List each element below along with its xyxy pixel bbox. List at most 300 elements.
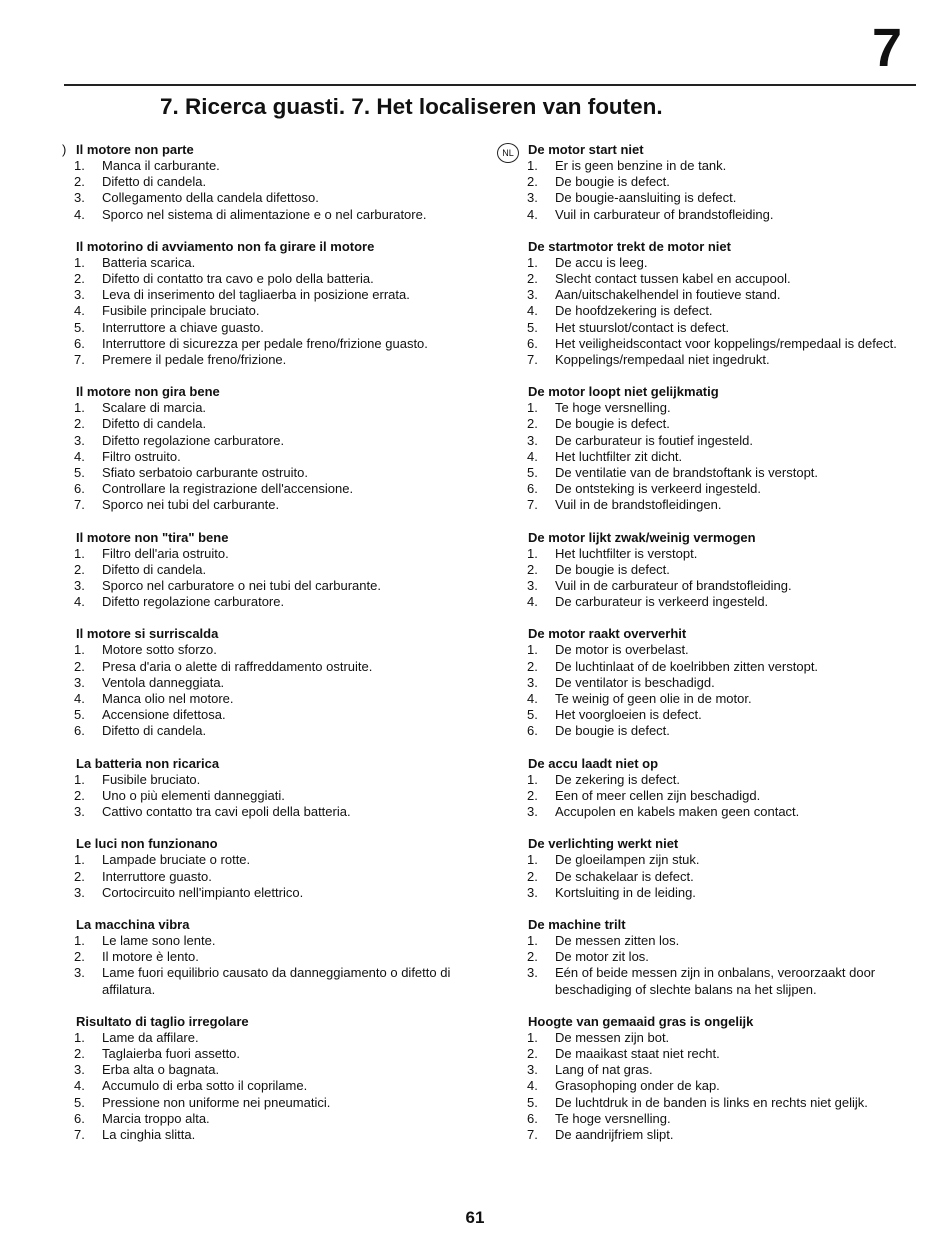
item-number: 4. — [527, 448, 538, 464]
list-item — [62, 772, 482, 788]
troubleshooting-section — [62, 239, 482, 368]
troubleshooting-section — [497, 530, 927, 611]
list-item — [497, 255, 927, 271]
cause-list — [497, 852, 927, 901]
troubleshooting-section — [497, 626, 927, 739]
item-text: Difetto di candela. — [102, 561, 207, 577]
list-item — [62, 965, 482, 997]
list-item — [497, 642, 927, 658]
section-title-text: De motor start niet — [528, 142, 644, 157]
item-text: Batteria scarica. — [102, 254, 196, 270]
list-item — [62, 207, 482, 223]
item-number: 2. — [74, 658, 85, 674]
item-number: 3. — [527, 1062, 538, 1078]
item-text: Interruttore di sicurezza per pedale freno/frizione guasto. — [102, 335, 428, 351]
list-item — [497, 1030, 927, 1046]
item-number: 6. — [527, 481, 538, 497]
list-item — [497, 869, 927, 885]
cause-list — [497, 400, 927, 513]
section-gap — [62, 901, 482, 917]
list-item — [497, 707, 927, 723]
list-item — [62, 320, 482, 336]
section-title — [62, 917, 482, 933]
troubleshooting-section — [497, 917, 927, 998]
cause-list — [497, 642, 927, 739]
item-number: 2. — [527, 868, 538, 884]
header-rule — [64, 84, 916, 86]
item-text: Erba alta o bagnata. — [102, 1062, 220, 1078]
section-gap — [62, 740, 482, 756]
list-item — [62, 562, 482, 578]
item-text: Het veiligheidscontact voor koppelings/rempedaal is defect. — [555, 335, 897, 351]
item-text: Leva di inserimento del tagliaerba in posizione errata. — [102, 287, 410, 303]
section-gap — [497, 514, 927, 530]
item-number: 4. — [527, 691, 538, 707]
item-text: Pressione non uniforme nei pneumatici. — [102, 1094, 331, 1110]
section-title-text: Hoogte van gemaaid gras is ongelijk — [528, 1013, 754, 1029]
cause-list — [62, 642, 482, 739]
cause-list — [497, 772, 927, 821]
item-text: Slecht contact tussen kabel en accupool. — [555, 271, 791, 287]
item-number: 7. — [527, 497, 538, 513]
item-text: Een of meer cellen zijn beschadigd. — [555, 787, 761, 803]
item-number: 1. — [74, 932, 85, 948]
troubleshooting-section — [497, 756, 927, 821]
item-text: Koppelings/rempedaal niet ingedrukt. — [555, 352, 770, 368]
item-text: Premere il pedale freno/frizione. — [102, 352, 287, 368]
section-title — [62, 239, 482, 255]
item-number: 7. — [74, 352, 85, 368]
list-item — [497, 481, 927, 497]
list-item — [497, 723, 927, 739]
troubleshooting-section — [62, 142, 482, 223]
list-item — [497, 562, 927, 578]
item-text: Le lame sono lente. — [102, 932, 216, 948]
item-number: 5. — [74, 319, 85, 335]
item-text: Motore sotto sforzo. — [102, 642, 217, 658]
item-text: Filtro dell'aria ostruito. — [102, 545, 229, 561]
section-gap — [497, 610, 927, 626]
section-title-text: Il motore non "tira" bene — [76, 529, 229, 545]
section-gap — [62, 514, 482, 530]
item-number: 3. — [527, 287, 538, 303]
item-text: Sporco nel sistema di alimentazione e o nel carburatore. — [102, 206, 427, 222]
item-number: 2. — [527, 1045, 538, 1061]
item-number: 4. — [74, 448, 85, 464]
item-text: Vuil in carburateur of brandstofleiding. — [555, 206, 774, 222]
list-item — [62, 594, 482, 610]
list-item — [497, 303, 927, 319]
item-number: 3. — [74, 578, 85, 594]
item-text: Scalare di marcia. — [102, 400, 207, 416]
item-text: Accupolen en kabels maken geen contact. — [555, 804, 800, 820]
item-text: Collegamento della candela difettoso. — [102, 190, 319, 206]
troubleshooting-section — [62, 384, 482, 513]
item-text: Sporco nel carburatore o nei tubi del carburante. — [102, 578, 381, 594]
item-text: Grasophoping onder de kap. — [555, 1078, 720, 1094]
item-text: De bougie is defect. — [555, 174, 670, 190]
list-item — [62, 578, 482, 594]
troubleshooting-section — [62, 1014, 482, 1143]
section-title — [62, 756, 482, 772]
item-number: 2. — [74, 271, 85, 287]
list-item — [497, 1095, 927, 1111]
list-item — [62, 691, 482, 707]
list-item — [62, 416, 482, 432]
cause-list — [62, 255, 482, 368]
section-title-text: La macchina vibra — [76, 916, 190, 932]
list-item — [497, 1062, 927, 1078]
cause-list — [62, 772, 482, 821]
troubleshooting-section — [62, 917, 482, 998]
item-text: De aandrijfriem slipt. — [555, 1126, 674, 1142]
section-title-text: Il motore non gira bene — [76, 384, 220, 400]
item-text: Te hoge versnelling. — [555, 400, 671, 416]
item-text: Difetto di candela. — [102, 416, 207, 432]
section-title-text: Il motorino di avviamento non fa girare il motore — [76, 238, 375, 254]
item-text: Accumulo di erba sotto il coprilame. — [102, 1078, 308, 1094]
section-gap — [497, 998, 927, 1014]
section-title — [497, 756, 927, 772]
section-title — [62, 1014, 482, 1030]
item-text: De maaikast staat niet recht. — [555, 1045, 720, 1061]
item-text: De carburateur is foutief ingesteld. — [555, 432, 753, 448]
cause-list — [62, 933, 482, 998]
item-text: Ventola danneggiata. — [102, 674, 225, 690]
section-title-text: La batteria non ricarica — [76, 755, 220, 771]
item-number: 5. — [74, 465, 85, 481]
section-title-text: De startmotor trekt de motor niet — [528, 238, 731, 254]
item-number: 1. — [527, 545, 538, 561]
list-item — [497, 933, 927, 949]
section-title-text: De accu laadt niet op — [528, 755, 659, 771]
section-title — [497, 142, 927, 158]
item-text: De bougie is defect. — [555, 416, 670, 432]
item-text: De ventilatie van de brandstoftank is verstopt. — [555, 465, 819, 481]
list-item — [497, 271, 927, 287]
section-title — [497, 384, 927, 400]
item-number: 6. — [74, 723, 85, 739]
list-item — [497, 804, 927, 820]
item-text: De bougie is defect. — [555, 561, 670, 577]
item-number: 2. — [527, 658, 538, 674]
item-text: De luchtinlaat of de koelribben zitten verstopt. — [555, 658, 819, 674]
item-number: 2. — [74, 949, 85, 965]
list-item — [497, 965, 927, 997]
item-number: 7. — [527, 1126, 538, 1142]
item-number: 6. — [527, 1110, 538, 1126]
list-item — [497, 352, 927, 368]
section-gap — [62, 610, 482, 626]
list-item — [62, 190, 482, 206]
item-text: Het stuurslot/contact is defect. — [555, 319, 730, 335]
item-text: Il motore è lento. — [102, 949, 199, 965]
item-number: 3. — [74, 1062, 85, 1078]
item-number: 1. — [527, 852, 538, 868]
list-item — [497, 158, 927, 174]
item-text: Interruttore guasto. — [102, 868, 212, 884]
item-text: De ontsteking is verkeerd ingesteld. — [555, 481, 761, 497]
item-text: Er is geen benzine in de tank. — [555, 158, 727, 173]
section-title — [62, 836, 482, 852]
list-item — [497, 1111, 927, 1127]
cause-list — [62, 546, 482, 611]
section-gap — [62, 368, 482, 384]
item-text: Cortocircuito nell'impianto elettrico. — [102, 884, 304, 900]
list-item — [497, 949, 927, 965]
item-number: 5. — [527, 1094, 538, 1110]
list-item — [497, 772, 927, 788]
list-item — [497, 788, 927, 804]
item-text: Controllare la registrazione dell'accensione. — [102, 481, 354, 497]
item-number: 1. — [74, 1029, 85, 1045]
troubleshooting-section — [62, 836, 482, 901]
item-number: 3. — [74, 432, 85, 448]
item-text: Uno o più elementi danneggiati. — [102, 787, 285, 803]
list-item — [62, 804, 482, 820]
list-item — [497, 675, 927, 691]
list-item — [497, 287, 927, 303]
item-number: 1. — [74, 771, 85, 787]
list-item — [62, 158, 482, 174]
section-title — [497, 917, 927, 933]
list-item — [497, 433, 927, 449]
item-number: 3. — [527, 884, 538, 900]
item-number: 2. — [527, 416, 538, 432]
item-number: 1. — [74, 852, 85, 868]
list-item — [62, 949, 482, 965]
item-number: 6. — [527, 335, 538, 351]
item-number: 4. — [74, 1078, 85, 1094]
list-item — [62, 400, 482, 416]
item-number: 1. — [527, 400, 538, 416]
list-item — [62, 1095, 482, 1111]
item-number: 4. — [74, 594, 85, 610]
item-number: 5. — [527, 319, 538, 335]
cause-list — [62, 852, 482, 901]
section-title — [62, 384, 482, 400]
section-title — [62, 626, 482, 642]
item-text: Het luchtfilter is verstopt. — [555, 545, 698, 561]
cause-list — [497, 546, 927, 611]
list-item — [62, 255, 482, 271]
item-text: De carburateur is verkeerd ingesteld. — [555, 594, 769, 610]
cause-list — [62, 1030, 482, 1143]
item-text: Sfiato serbatoio carburante ostruito. — [102, 465, 308, 481]
list-item — [62, 465, 482, 481]
troubleshooting-section — [62, 530, 482, 611]
item-text: Te hoge versnelling. — [555, 1110, 671, 1126]
item-number: 4. — [74, 206, 85, 222]
item-number: 3. — [74, 674, 85, 690]
item-text: Manca olio nel motore. — [102, 691, 234, 707]
list-item — [62, 933, 482, 949]
item-text: Difetto regolazione carburatore. — [102, 432, 285, 448]
list-item — [497, 885, 927, 901]
item-text: Het voorgloeien is defect. — [555, 707, 702, 723]
section-gap — [497, 740, 927, 756]
list-item — [62, 1030, 482, 1046]
item-text: Filtro ostruito. — [102, 448, 181, 464]
list-item — [62, 497, 482, 513]
list-item — [62, 885, 482, 901]
list-item — [62, 271, 482, 287]
item-text: Lame fuori equilibrio causato da danneggiamento o difetto di affilatura. — [102, 965, 451, 997]
item-number: 7. — [527, 352, 538, 368]
item-text: Accensione difettosa. — [102, 707, 226, 723]
item-text: De motor is overbelast. — [555, 642, 689, 658]
list-item — [62, 433, 482, 449]
cause-list — [62, 400, 482, 513]
item-text: De luchtdruk in de banden is links en rechts niet gelijk. — [555, 1094, 868, 1110]
list-item — [497, 190, 927, 206]
item-text: De schakelaar is defect. — [555, 868, 694, 884]
list-item — [497, 336, 927, 352]
list-item — [497, 174, 927, 190]
item-text: De ventilator is beschadigd. — [555, 674, 715, 690]
item-number: 5. — [74, 707, 85, 723]
list-item — [497, 320, 927, 336]
list-item — [62, 869, 482, 885]
troubleshooting-section — [497, 384, 927, 513]
list-item — [62, 707, 482, 723]
section-gap — [497, 368, 927, 384]
list-item — [62, 174, 482, 190]
section-title-text: Le luci non funzionano — [76, 836, 218, 852]
item-number: 3. — [527, 578, 538, 594]
item-number: 3. — [527, 965, 538, 981]
page-title: 7. Ricerca guasti. 7. Het localiseren van fouten. — [160, 94, 663, 119]
troubleshooting-section — [497, 239, 927, 368]
item-number: 2. — [74, 787, 85, 803]
list-item — [497, 1078, 927, 1094]
section-title-text: De motor raakt oververhit — [528, 626, 687, 642]
list-item — [497, 546, 927, 562]
item-number: 2. — [527, 174, 538, 190]
item-text: Manca il carburante. — [102, 158, 220, 173]
item-number: 2. — [74, 561, 85, 577]
list-item — [497, 400, 927, 416]
section-title — [497, 626, 927, 642]
list-item — [62, 1111, 482, 1127]
troubleshooting-section — [62, 756, 482, 821]
item-number: 2. — [527, 949, 538, 965]
list-item — [62, 723, 482, 739]
cause-list — [497, 1030, 927, 1143]
item-number: 4. — [527, 206, 538, 222]
list-item — [497, 449, 927, 465]
item-number: 7. — [74, 1126, 85, 1142]
item-number: 6. — [74, 335, 85, 351]
item-number: 1. — [527, 254, 538, 270]
language-badge-nl: NL — [497, 143, 519, 163]
item-text: De zekering is defect. — [555, 771, 681, 787]
list-item — [62, 303, 482, 319]
section-title-text: Il motore non parte — [76, 142, 194, 157]
page-number: 61 — [465, 1208, 485, 1227]
item-text: De gloeilampen zijn stuk. — [555, 852, 700, 868]
item-text: De motor zit los. — [555, 949, 649, 965]
troubleshooting-section — [62, 626, 482, 739]
item-text: De bougie-aansluiting is defect. — [555, 190, 737, 206]
list-item — [62, 1046, 482, 1062]
list-item — [497, 497, 927, 513]
section-title-text: Il motore si surriscalda — [76, 626, 219, 642]
language-marker: ) — [62, 142, 67, 157]
item-text: Difetto regolazione carburatore. — [102, 594, 285, 610]
list-item — [62, 1127, 482, 1143]
troubleshooting-section — [497, 1014, 927, 1143]
item-number: 4. — [527, 1078, 538, 1094]
list-item — [62, 1062, 482, 1078]
item-text: Sporco nei tubi del carburante. — [102, 497, 280, 513]
item-number: 3. — [74, 287, 85, 303]
item-text: Difetto di candela. — [102, 723, 207, 739]
item-number: 2. — [74, 416, 85, 432]
section-gap — [497, 901, 927, 917]
item-number: 3. — [527, 804, 538, 820]
item-number: 1. — [74, 158, 85, 173]
section-title — [497, 836, 927, 852]
item-number: 2. — [74, 868, 85, 884]
item-number: 1. — [527, 158, 538, 173]
item-text: Lang of nat gras. — [555, 1062, 653, 1078]
item-number: 3. — [527, 190, 538, 206]
list-item — [497, 659, 927, 675]
cause-list — [62, 158, 482, 223]
item-number: 4. — [527, 303, 538, 319]
item-text: De messen zitten los. — [555, 932, 680, 948]
list-item — [497, 852, 927, 868]
item-number: 2. — [527, 271, 538, 287]
item-number: 2. — [74, 174, 85, 190]
item-text: Difetto di contatto tra cavo e polo della batteria. — [102, 271, 374, 287]
item-number: 3. — [527, 674, 538, 690]
item-number: 1. — [74, 400, 85, 416]
item-number: 3. — [74, 804, 85, 820]
list-item — [497, 465, 927, 481]
item-text: De bougie is defect. — [555, 723, 670, 739]
item-number: 1. — [527, 932, 538, 948]
item-number: 1. — [527, 771, 538, 787]
list-item — [62, 481, 482, 497]
list-item — [497, 416, 927, 432]
item-text: Vuil in de carburateur of brandstofleiding. — [555, 578, 792, 594]
item-text: Presa d'aria o alette di raffreddamento ostruite. — [102, 658, 373, 674]
list-item — [497, 207, 927, 223]
list-item — [62, 642, 482, 658]
list-item — [62, 336, 482, 352]
section-title — [62, 530, 482, 546]
cause-list — [497, 933, 927, 998]
list-item — [497, 691, 927, 707]
list-item — [497, 1046, 927, 1062]
section-gap — [62, 820, 482, 836]
item-number: 5. — [527, 465, 538, 481]
section-title — [62, 142, 482, 158]
list-item — [497, 594, 927, 610]
item-number: 1. — [74, 254, 85, 270]
item-number: 5. — [74, 1094, 85, 1110]
item-number: 3. — [74, 965, 85, 981]
section-title-text: Risultato di taglio irregolare — [76, 1013, 249, 1029]
item-number: 2. — [74, 1045, 85, 1061]
item-text: Fusibile principale bruciato. — [102, 303, 260, 319]
item-number: 3. — [527, 432, 538, 448]
section-title-text: De motor loopt niet gelijkmatig — [528, 384, 719, 400]
item-number: 1. — [527, 1029, 538, 1045]
item-text: De accu is leeg. — [555, 254, 648, 270]
